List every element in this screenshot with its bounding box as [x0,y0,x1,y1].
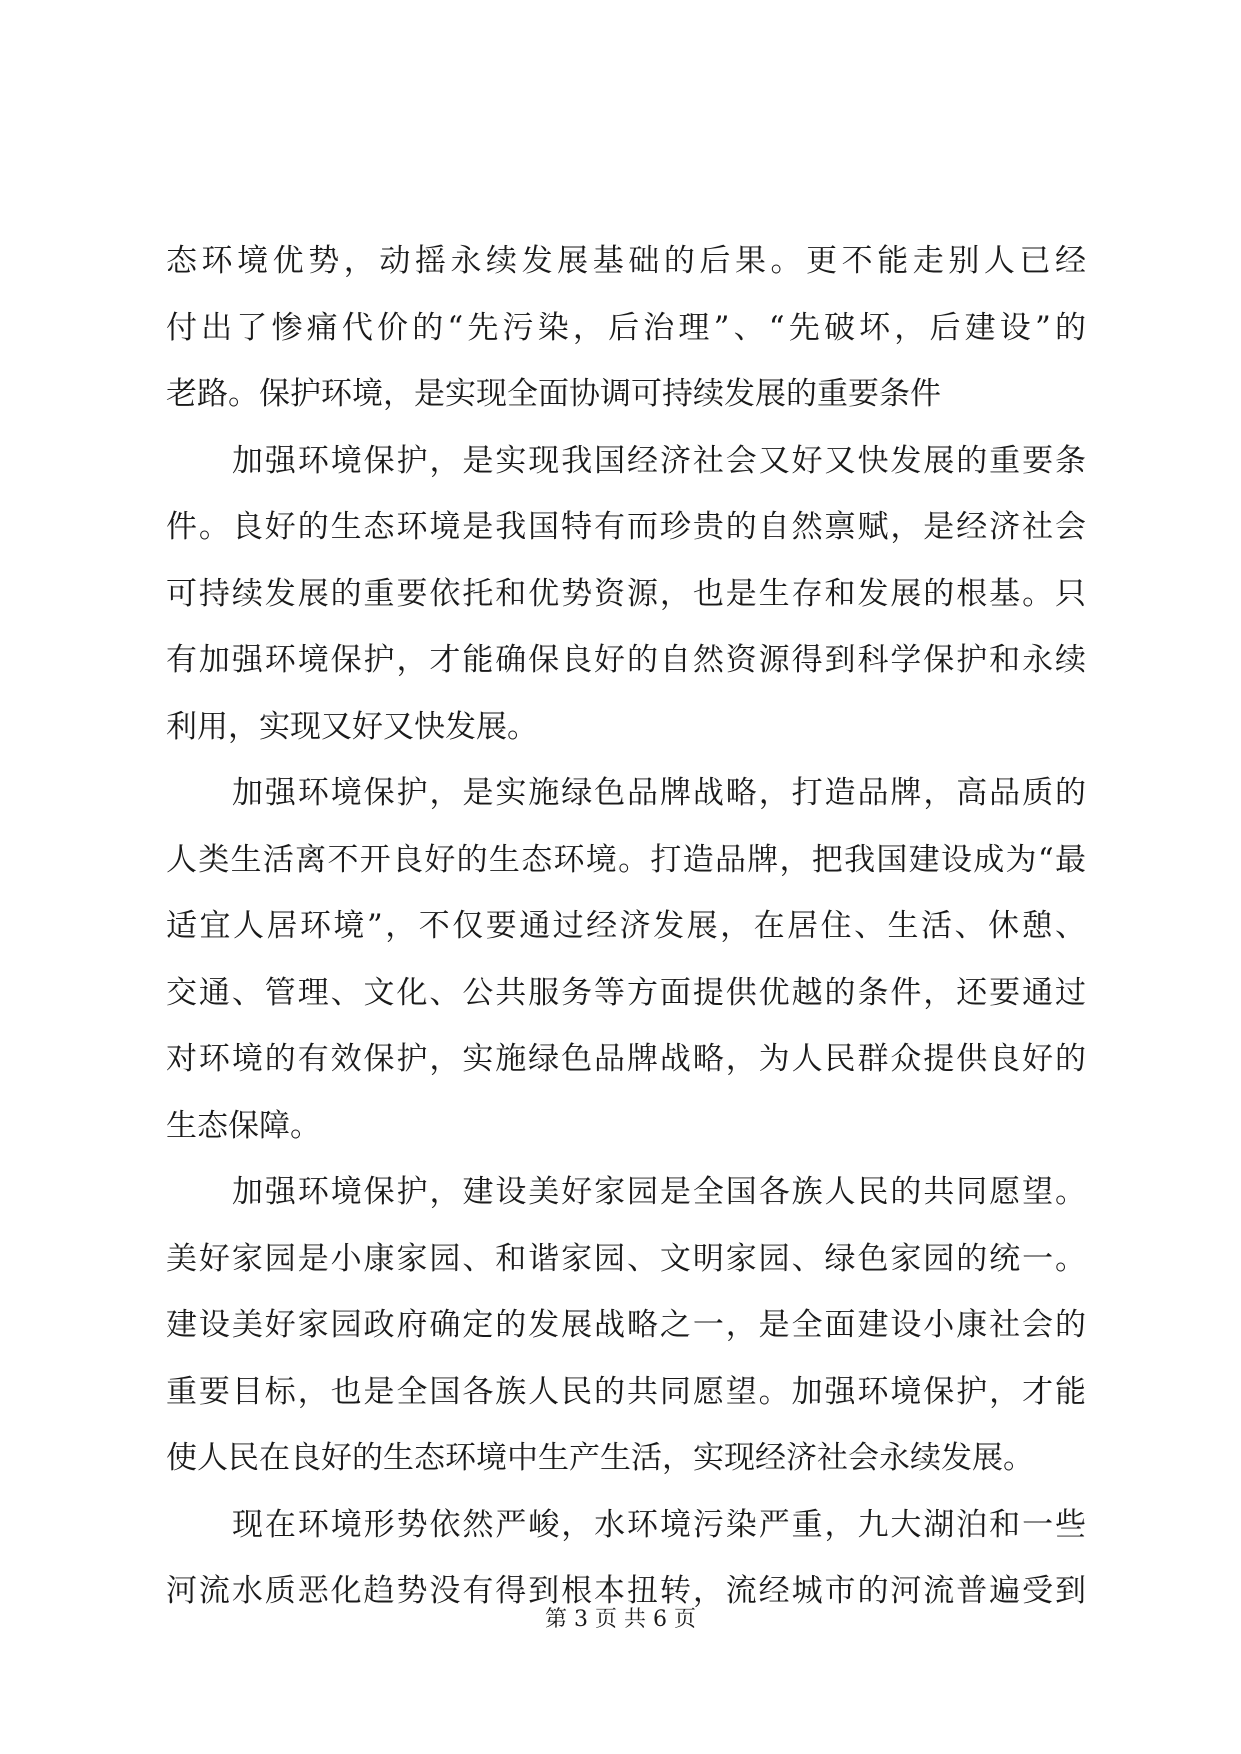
text-line: 适宜人居环境”，不仅要通过经济发展，在居住、生活、休憩、 [166,908,1086,944]
text-line: 建设美好家园政府确定的发展战略之一，是全面建设小康社会的 [166,1307,1086,1343]
text-line: 交通、管理、文化、公共服务等方面提供优越的条件，还要通过 [166,974,1086,1011]
text-line: 现在环境形势依然严峻，水环境污染严重，九大湖泊和一些 [232,1506,1086,1543]
text-line: 加强环境保护，建设美好家园是全国各族人民的共同愿望。 [232,1174,1086,1210]
text-line: 河流水质恶化趋势没有得到根本扭转，流经城市的河流普遍受到 [166,1573,1086,1609]
text-line: 对环境的有效保护，实施绿色品牌战略，为人民群众提供良好的 [166,1041,1086,1077]
text-line: 件。良好的生态环境是我国特有而珍贵的自然禀赋，是经济社会 [166,509,1086,545]
text-line: 使人民在良好的生态环境中生产生活，实现经济社会永续发展。 [166,1440,1034,1476]
text-line: 老路。保护环境，是实现全面协调可持续发展的重要条件 [166,376,941,412]
text-line: 人类生活离不开良好的生态环境。打造品牌，把我国建设成为“最 [166,841,1086,878]
text-line: 加强环境保护，是实施绿色品牌战略，打造品牌，高品质的 [232,775,1086,811]
page-footer: 第 3 页 共 6 页 [545,1607,696,1632]
text-line: 美好家园是小康家园、和谐家园、文明家园、绿色家园的统一。 [166,1240,1086,1277]
text-line: 生态保障。 [166,1107,321,1144]
text-line: 加强环境保护，是实现我国经济社会又好又快发展的重要条 [232,442,1086,479]
text-line: 利用，实现又好又快发展。 [166,708,538,745]
text-line: 可持续发展的重要依托和优势资源，也是生存和发展的根基。只 [166,575,1086,612]
text-line: 重要目标，也是全国各族人民的共同愿望。加强环境保护，才能 [166,1373,1086,1410]
body-text [166,228,1086,1625]
text-line: 付出了惨痛代价的“先污染，后治理”、“先破坏，后建设”的 [166,309,1086,346]
text-line: 有加强环境保护，才能确保良好的自然资源得到科学保护和永续 [166,642,1086,678]
text-line: 态环境优势，动摇永续发展基础的后果。更不能走别人已经 [166,243,1086,279]
